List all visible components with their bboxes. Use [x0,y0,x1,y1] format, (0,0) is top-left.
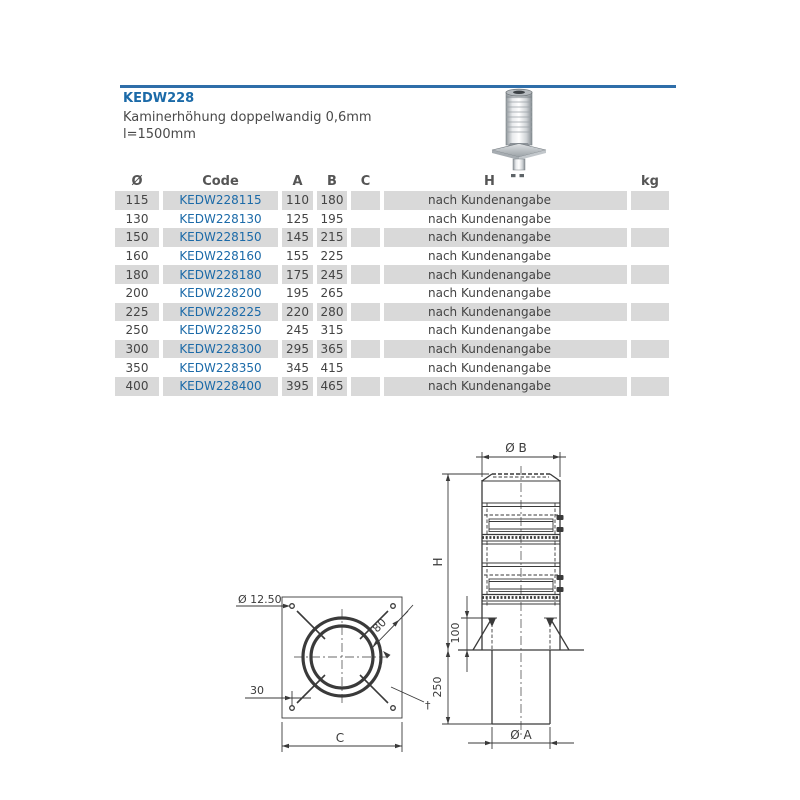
code-link[interactable]: KEDW228400 [163,377,278,396]
kg-cell [631,358,669,377]
dim-label-hole-diameter: Ø 12.50 [238,593,282,606]
b-cell: 415 [320,360,344,375]
table-row [115,340,670,359]
dim-label-lower-length: 250 [431,676,444,698]
c-cell [351,340,380,359]
b-cell: 195 [320,211,344,226]
table-row [115,228,670,247]
table-row [115,377,670,396]
dim-label-outer-diameter: Ø B [505,441,527,455]
subtitle-line-2: l=1500mm [123,127,196,142]
plate-leader-marker: † [425,699,431,712]
kg-cell [631,191,669,210]
col-header-a: A [292,173,303,189]
table-row [115,303,670,322]
c-cell [351,321,380,340]
col-header-b: B [327,173,337,189]
table-row [115,265,670,284]
c-cell [351,191,380,210]
code-link[interactable]: KEDW228225 [163,303,278,322]
a-cell: 345 [286,360,309,375]
a-cell: 145 [282,228,313,247]
h-cell: nach Kundenangabe [384,265,627,284]
code-link[interactable]: KEDW228200 [179,286,262,301]
h-cell: nach Kundenangabe [384,377,627,396]
kg-cell [631,377,669,396]
kg-cell [631,303,669,322]
c-cell [351,210,380,229]
code-link[interactable]: KEDW228300 [163,340,278,359]
table-header-row [115,172,670,190]
header-rule [120,85,676,88]
c-cell [351,247,380,266]
col-header-h: H [484,173,495,189]
h-cell: nach Kundenangabe [428,323,551,338]
table-row [115,321,670,340]
dim-label-insert-depth: 100 [449,622,462,644]
h-cell: nach Kundenangabe [384,228,627,247]
h-cell: nach Kundenangabe [428,249,551,264]
col-header-kg: kg [641,173,659,189]
a-cell: 155 [286,249,309,264]
dia-cell: 250 [125,323,149,338]
dia-cell: 115 [115,191,159,210]
kg-cell [631,284,669,303]
dia-cell: 300 [115,340,159,359]
kg-cell [631,265,669,284]
a-cell: 195 [286,286,309,301]
dia-cell: 180 [115,265,159,284]
col-header-diameter: Ø [131,173,143,189]
technical-drawing [220,420,660,790]
a-cell: 110 [282,191,313,210]
a-cell: 175 [282,265,313,284]
a-cell: 125 [286,211,309,226]
h-cell: nach Kundenangabe [428,211,551,226]
a-cell: 220 [282,303,313,322]
dia-cell: 160 [125,249,149,264]
dim-label-total-height: H [431,557,445,567]
clamp-band-joint [482,563,564,604]
b-cell: 180 [317,191,347,210]
code-link[interactable]: KEDW228350 [179,360,262,375]
code-link[interactable]: KEDW228150 [163,228,278,247]
b-cell: 280 [317,303,347,322]
c-cell [351,284,380,303]
a-cell: 295 [282,340,313,359]
code-link[interactable]: KEDW228115 [163,191,278,210]
clamp-band-joint [482,503,564,544]
subtitle-line-1: Kaminerhöhung doppelwandig 0,6mm [123,110,372,125]
code-link[interactable]: KEDW228160 [179,249,262,264]
b-cell: 315 [320,323,344,338]
c-cell [351,377,380,396]
product-subtitle [123,109,372,143]
dia-cell: 225 [115,303,159,322]
dim-label-inner-diameter: Ø A [510,728,532,742]
a-cell: 395 [282,377,313,396]
code-link[interactable]: KEDW228130 [179,211,262,226]
b-cell: 465 [317,377,347,396]
table-row [115,210,670,229]
code-link[interactable]: KEDW228250 [179,323,262,338]
col-header-code: Code [202,173,239,189]
h-cell: nach Kundenangabe [384,340,627,359]
table-row [115,284,670,303]
dia-cell: 150 [115,228,159,247]
b-cell: 215 [317,228,347,247]
b-cell: 365 [317,340,347,359]
c-cell [351,228,380,247]
c-cell [351,303,380,322]
dia-cell: 400 [115,377,159,396]
col-header-c: C [360,173,371,189]
dim-label-plate-width: C [335,731,345,745]
kg-cell [631,228,669,247]
table-body [115,191,670,396]
dia-cell: 350 [125,360,149,375]
dim-label-diagonal: 80 [369,615,390,636]
kg-cell [631,210,669,229]
kg-cell [631,321,669,340]
code-link[interactable]: KEDW228180 [163,265,278,284]
dia-cell: 130 [125,211,149,226]
dia-cell: 200 [125,286,149,301]
a-cell: 245 [286,323,309,338]
c-cell [351,265,380,284]
dimension-table [115,172,670,396]
h-cell: nach Kundenangabe [428,286,551,301]
page-title: KEDW228 [123,91,195,106]
table-row [115,358,670,377]
c-cell [351,358,380,377]
h-cell: nach Kundenangabe [384,303,627,322]
b-cell: 265 [320,286,344,301]
table-row [115,247,670,266]
side-elevation-view [431,441,584,749]
h-cell: nach Kundenangabe [428,360,551,375]
b-cell: 245 [317,265,347,284]
kaminerhoehung-product-photo [486,86,552,182]
kg-cell [631,340,669,359]
b-cell: 225 [320,249,344,264]
plate-top-view [236,593,431,752]
h-cell: nach Kundenangabe [384,191,627,210]
kg-cell [631,247,669,266]
table-row [115,191,670,210]
dim-label-hole-offset: 30 [250,684,264,697]
